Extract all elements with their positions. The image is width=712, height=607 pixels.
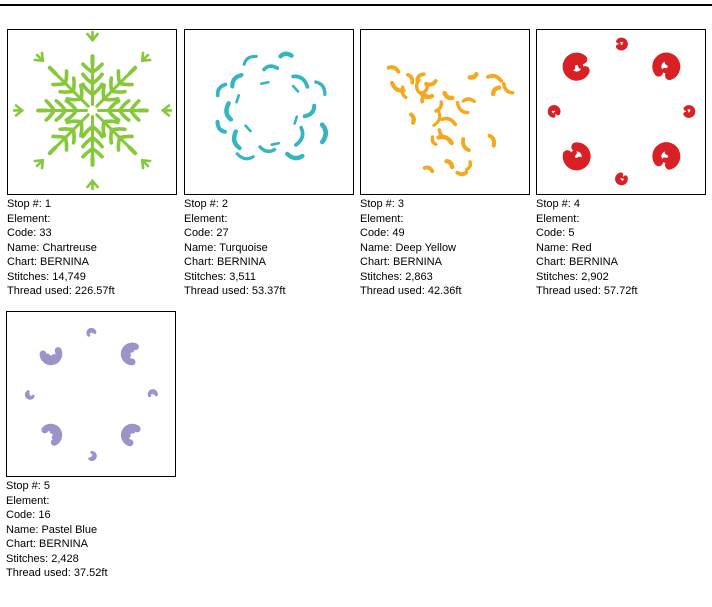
stitch-count-label: Stitches: 3,511 (184, 270, 256, 283)
stitch-count-label: Stitches: 2,428 (6, 552, 79, 565)
thread-used-label: Thread used: 226.57ft (7, 285, 115, 297)
stop-number-label: Stop #: 4 (536, 198, 581, 210)
element-label: Element: (536, 212, 580, 225)
chart-label: Chart: BERNINA (536, 256, 618, 268)
stitch-preview-box (7, 29, 177, 195)
code-label: Code: 33 (7, 227, 52, 239)
color-stop-panel-2 (184, 29, 354, 299)
element-label: Element: (7, 212, 51, 225)
color-stop-panel-4 (536, 29, 706, 299)
embroidery-design-icon (8, 30, 176, 194)
thread-name-label: Name: Red (536, 241, 592, 254)
color-stop-info (184, 197, 354, 299)
color-stop-panel-5 (6, 311, 176, 581)
code-label: Code: 5 (536, 227, 575, 239)
thread-name-label: Name: Pastel Blue (6, 523, 98, 536)
element-label: Element: (360, 212, 404, 225)
code-label: Code: 27 (184, 227, 229, 239)
thread-used-label: Thread used: 42.36ft (360, 285, 462, 297)
color-stop-panel-1 (7, 29, 177, 299)
thread-name-label: Name: Turquoise (184, 241, 268, 254)
stitch-count-label: Stitches: 14,749 (7, 270, 86, 283)
stitch-count-label: Stitches: 2,902 (536, 270, 609, 283)
stitch-count-label: Stitches: 2,863 (360, 270, 433, 283)
stitch-preview-box (360, 29, 530, 195)
code-label: Code: 16 (6, 509, 51, 521)
color-stop-info (6, 479, 176, 581)
embroidery-design-icon (537, 30, 705, 194)
chart-label: Chart: BERNINA (184, 256, 266, 268)
thread-used-label: Thread used: 57.72ft (536, 285, 638, 297)
stitch-preview-box (536, 29, 706, 195)
stop-number-label: Stop #: 2 (184, 198, 229, 210)
code-label: Code: 49 (360, 227, 405, 239)
element-label: Element: (184, 212, 228, 225)
stitch-preview-box (6, 311, 176, 477)
stop-number-label: Stop #: 5 (6, 480, 51, 492)
chart-label: Chart: BERNINA (7, 256, 89, 268)
thread-name-label: Name: Deep Yellow (360, 241, 457, 254)
thread-name-label: Name: Chartreuse (7, 241, 97, 254)
stitch-preview-box (184, 29, 354, 195)
chart-label: Chart: BERNINA (360, 256, 442, 268)
thread-used-label: Thread used: 53.37ft (184, 285, 286, 297)
thread-used-label: Thread used: 37.52ft (6, 567, 108, 579)
embroidery-design-icon (361, 30, 529, 194)
page-top-rule (0, 4, 712, 6)
element-label: Element: (6, 494, 50, 507)
stop-number-label: Stop #: 3 (360, 198, 405, 210)
color-stop-panel-3 (360, 29, 530, 299)
stop-number-label: Stop #: 1 (7, 198, 52, 210)
color-stop-info (360, 197, 530, 299)
color-stop-info (536, 197, 706, 299)
color-stop-info (7, 197, 177, 299)
embroidery-design-icon (185, 30, 353, 194)
embroidery-design-icon (7, 312, 175, 476)
chart-label: Chart: BERNINA (6, 538, 88, 550)
